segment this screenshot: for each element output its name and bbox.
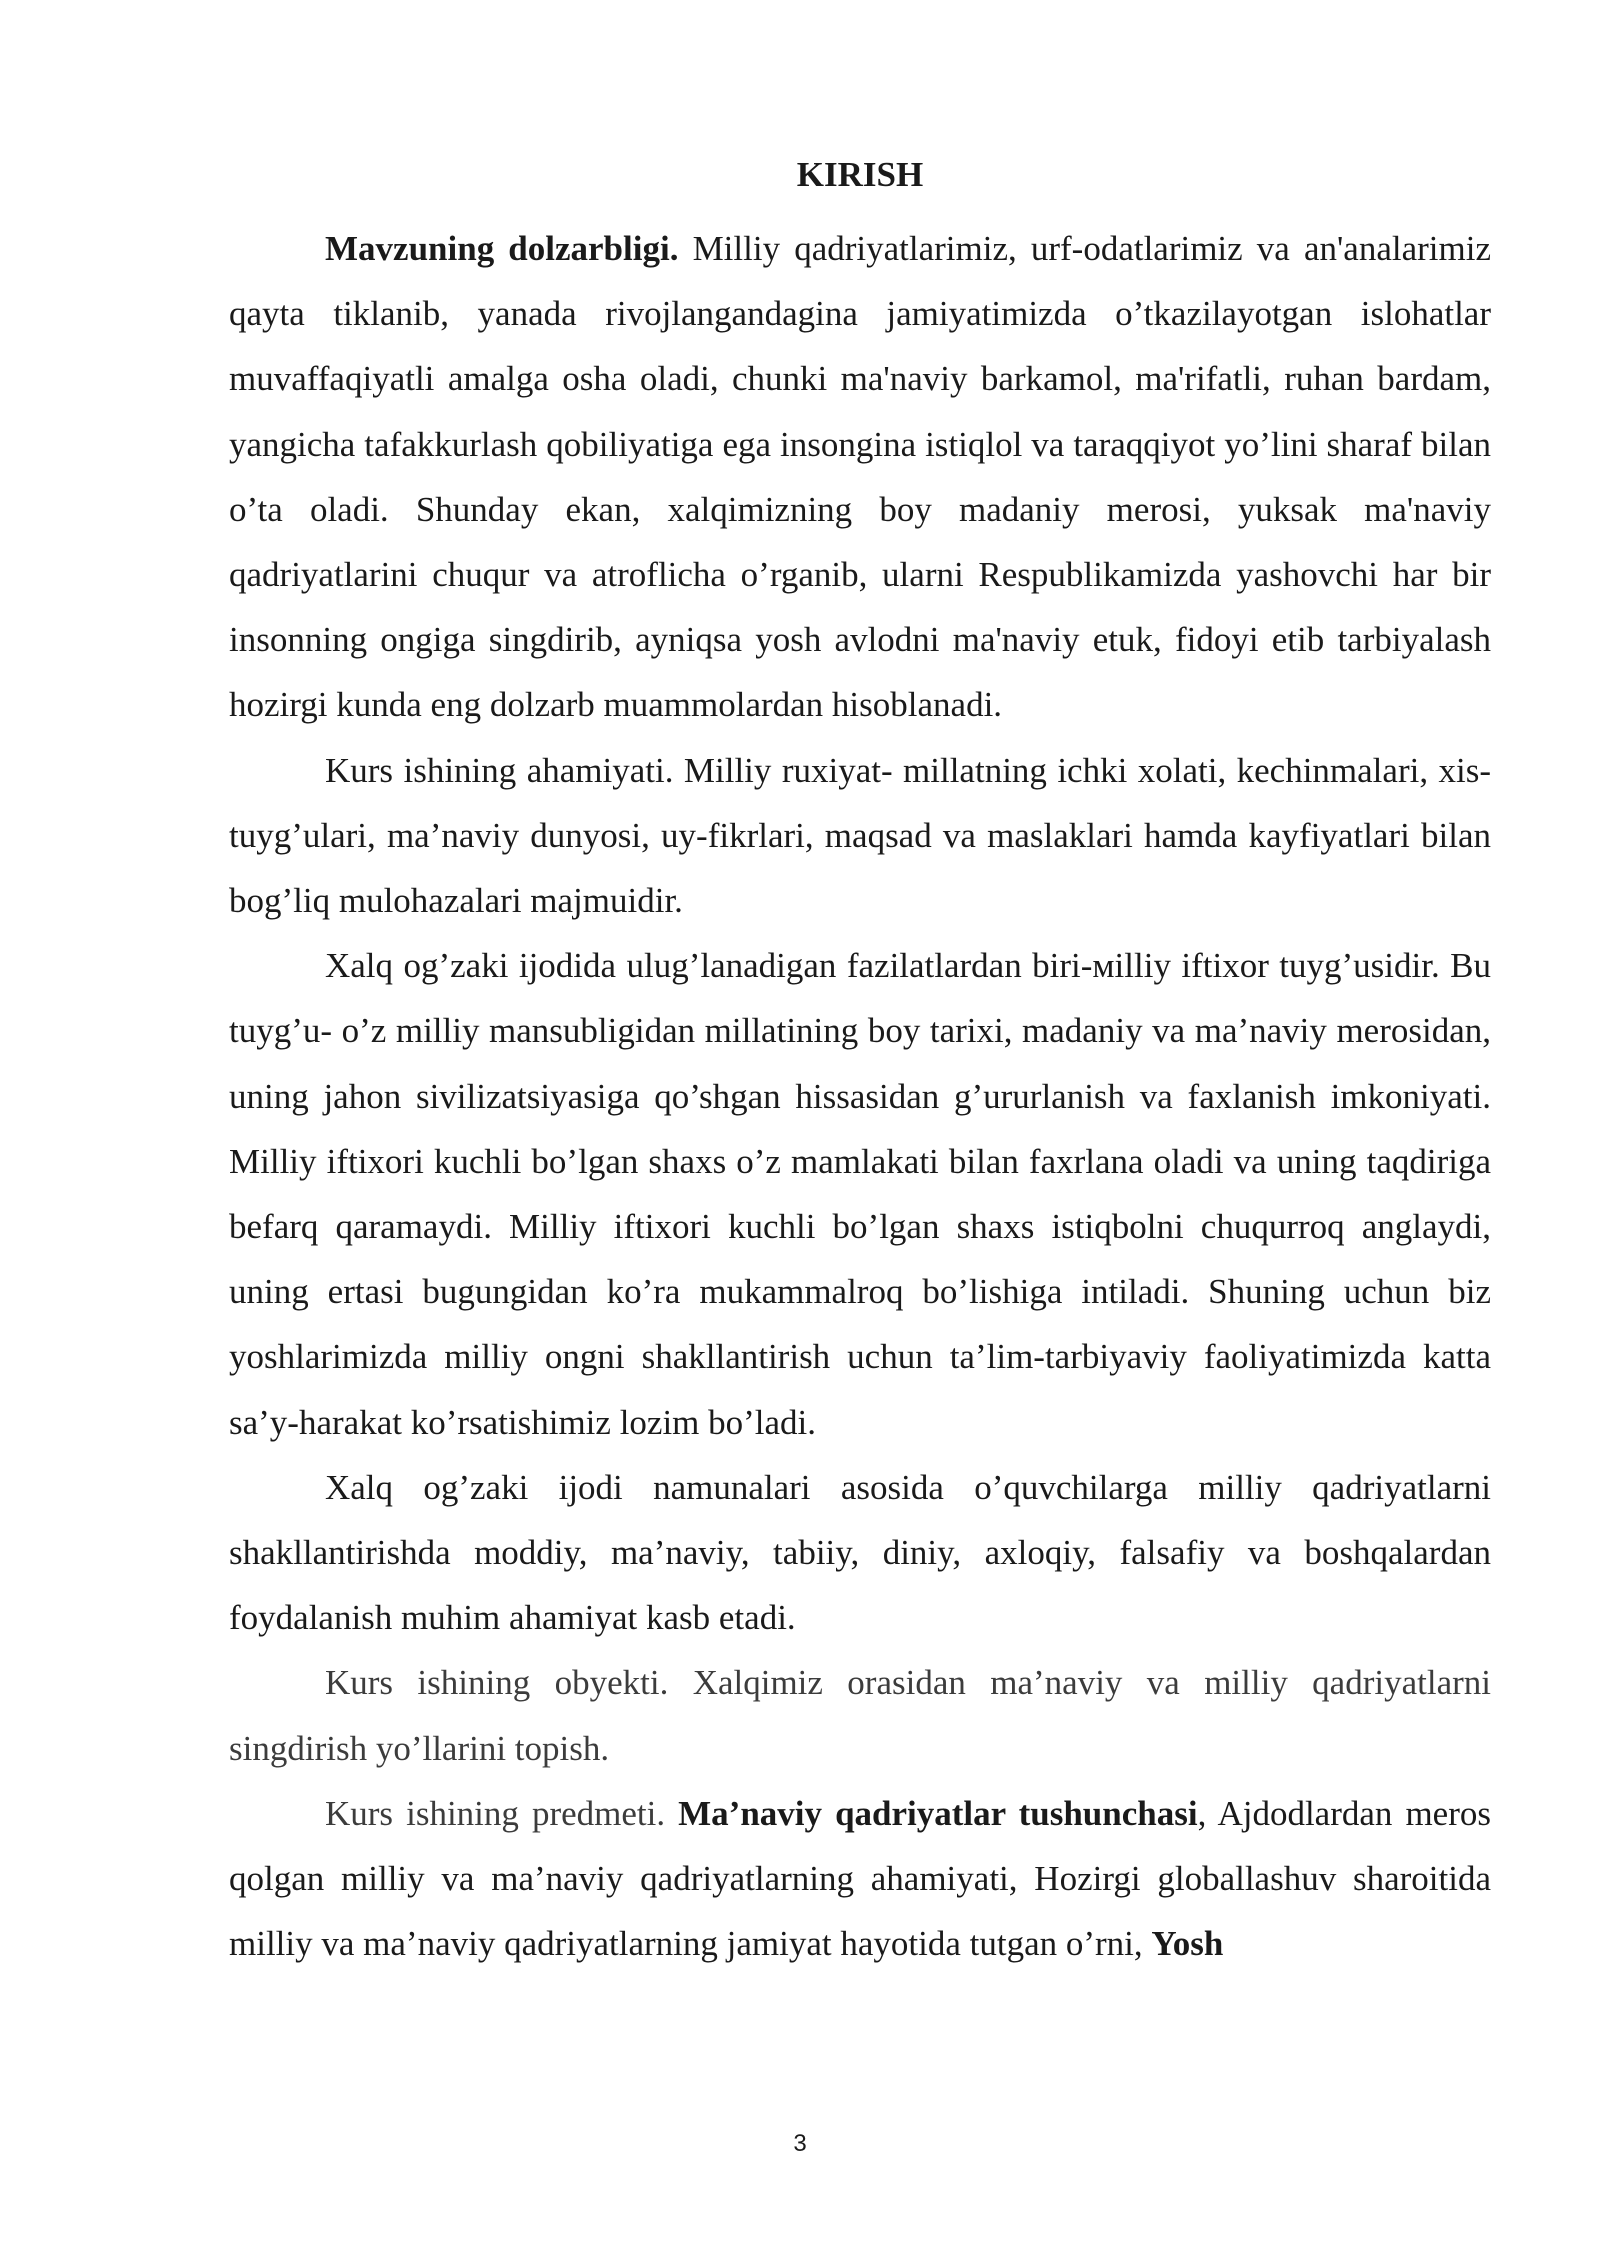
paragraph-importance: Kurs ishining ahamiyati. Milliy ruxiyat- millatning ichki xolati, kechinmalari, xis-tuyg’ulari, ma’naviy dunyosi, uy-fikrlari, maqsad va maslaklari hamda kayfiyatlari bilan bog’liq mulohazalari majmuidir. [229, 750, 1491, 921]
paragraph-object: Kurs ishining obyekti. Xalqimiz orasidan ma’naviy va milliy qadriyatlarni singdirish yo’llarini topish. [229, 1663, 1491, 1768]
paragraph-lead: Kurs ishining predmeti. [325, 1793, 679, 1833]
paragraph-national-pride: Xalq og’zaki ijodida ulug’lanadigan fazilatlardan biri-мilliy iftixor tuyg’usidir. Bu tuyg’u- o’z milliy mansubligidan millatining boy tarixi, madaniy va ma’naviy merosidan, uning jahon sivilizatsiyasiga qo’shgan hissasidan g’ururlanish va faxlanish imkoniyati. Milliy iftixori kuchli bo’lgan shaxs o’z mamlakati bilan faxrlana oladi va uning taqdiriga befarq qaramaydi. Milliy iftixori kuchli bo’lgan shaxs istiqbolni chuqurroq anglaydi, uning ertasi bugungidan ko’ra mukammalroq bo’lishiga intiladi. Shuning uchun biz yoshlarimizda milliy ongni shakllantirish uchun ta’lim-tarbiyaviy faoliyatimizda katta sa’y-harakat ko’rsatishimiz lozim bo’ladi. [229, 946, 1491, 1442]
paragraph-lead-bold: Mavzuning dolzarbligi. [325, 229, 679, 268]
paragraph-text: , Ajdodlardan meros qolgan milliy va ma’naviy qadriyatlarning ahamiyati, Hozirgi globallashuv sharoitida milliy va ma’naviy qadriyatlarning jamiyat hayotida tutgan o’rni, [229, 1793, 1491, 1964]
document-page [229, 150, 1491, 1976]
paragraph-text: Milliy qadriyatlarimiz, urf-odatlarimiz va an'analarimiz qayta tiklanib, yanada rivojlangandagina jamiyatimizda o’tkazilayotgan islohatlar muvaffaqiyatli amalga osha oladi, chunki ma'naviy barkamol, ma'rifatli, ruhan bardam, yangicha tafakkurlash qobiliyatiga ega insongina istiqlol va taraqqiyot yo’lini sharaf bilan o’ta oladi. Shunday ekan, xalqimizning boy madaniy merosi, yuksak ma'naviy qadriyatlarini chuqur va atroflicha o’rganib, ularni Respublikamizda yashovchi har bir insonning ongiga singdirib, ayniqsa yosh avlodni ma'naviy etuk, fidoyi etib tarbiyalash hozirgi kunda eng dolzarb muammolardan hisoblanadi. [229, 229, 1491, 725]
paragraph-subject [229, 1781, 1491, 1977]
paragraph-relevance [229, 216, 1491, 738]
paragraph-bold-term: Yosh [1151, 1924, 1224, 1964]
section-title: KIRISH [796, 155, 924, 194]
page-number: 3 [793, 2130, 807, 2157]
paragraph-folklore: Xalq og’zaki ijodi namunalari asosida o’quvchilarga milliy qadriyatlarni shakllantirishda moddiy, ma’naviy, tabiiy, diniy, axloqiy, falsafiy va boshqalardan foydalanish muhim ahamiyat kasb etadi. [229, 1467, 1491, 1638]
paragraph-bold-term: Ma’naviy qadriyatlar tushunchasi [678, 1793, 1198, 1833]
